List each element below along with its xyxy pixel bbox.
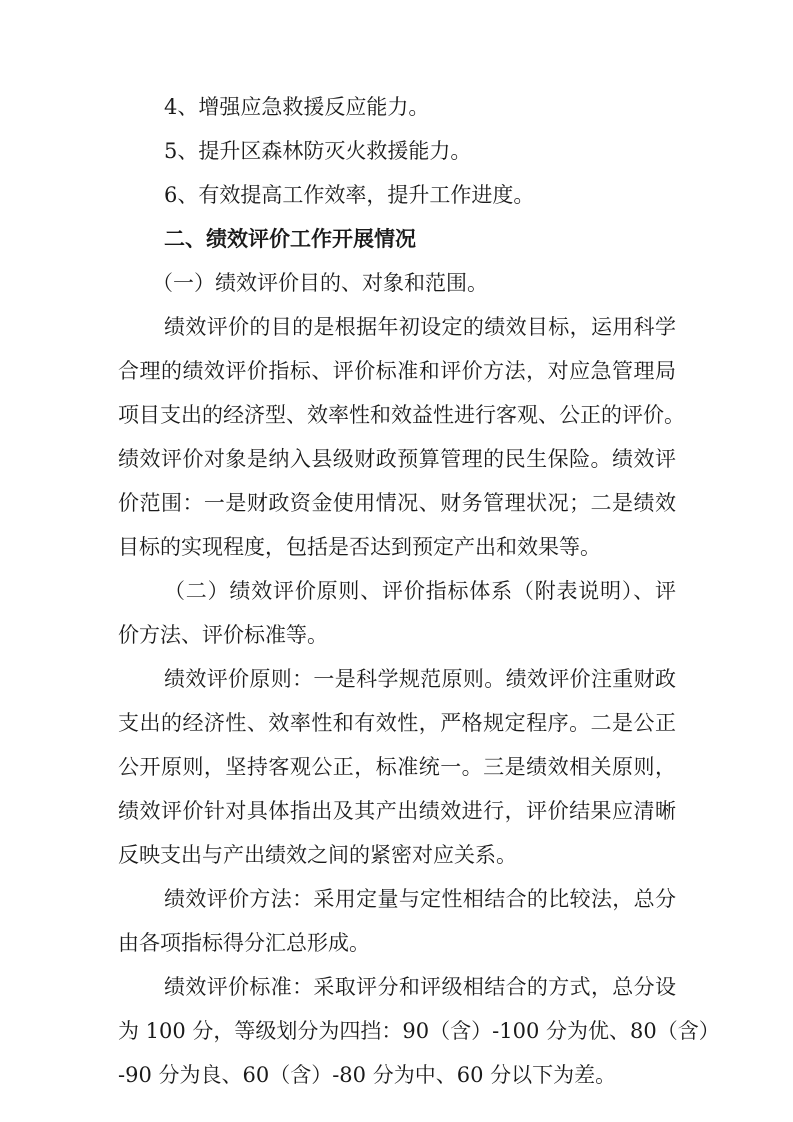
paragraph-line: 合理的绩效评价指标、评价标准和评价方法，对应急管理局	[118, 359, 676, 383]
paragraph-line: 绩效评价的目的是根据年初设定的绩效目标，运用科学	[164, 315, 676, 339]
list-item-5: 5、提升区森林防灭火救援能力。	[164, 139, 472, 163]
paragraph-line: 绩效评价针对具体指出及其产出绩效进行，评价结果应清晰	[118, 799, 676, 823]
paragraph-line: 项目支出的经济型、效率性和效益性进行客观、公正的评价。	[118, 403, 685, 427]
subsection-heading-2-continued: 价方法、评价标准等。	[118, 623, 328, 647]
paragraph-line: 目标的实现程度，包括是否达到预定产出和效果等。	[118, 535, 601, 559]
paragraph-line: -90 分为良、60（含）-80 分为中、60 分以下为差。	[118, 1063, 617, 1087]
paragraph-line: 反映支出与产出绩效之间的紧密对应关系。	[118, 843, 517, 867]
list-item-4: 4、增强应急救援反应能力。	[164, 95, 430, 119]
paragraph-line: 绩效评价原则：一是科学规范原则。绩效评价注重财政	[164, 667, 676, 691]
paragraph-line: 由各项指标得分汇总形成。	[118, 931, 370, 955]
paragraph-line: 为 100 分，等级划分为四挡：90（含）-100 分为优、80（含）	[118, 1019, 720, 1043]
paragraph-line: 公开原则，坚持客观公正，标准统一。三是绩效相关原则，	[118, 755, 676, 779]
paragraph-line: 绩效评价方法：采用定量与定性相结合的比较法，总分	[164, 887, 676, 911]
paragraph-line: 绩效评价标准：采取评分和评级相结合的方式，总分设	[164, 975, 676, 999]
paragraph-line: 绩效评价对象是纳入县级财政预算管理的民生保险。绩效评	[118, 447, 676, 471]
section-heading: 二、绩效评价工作开展情况	[164, 227, 416, 251]
subsection-heading-1: （一）绩效评价目的、对象和范围。	[152, 271, 488, 295]
paragraph-line: 支出的经济性、效率性和有效性，严格规定程序。二是公正	[118, 711, 676, 735]
subsection-heading-2: （二）绩效评价原则、评价指标体系（附表说明）、评	[164, 579, 676, 603]
paragraph-line: 价范围：一是财政资金使用情况、财务管理状况；二是绩效	[118, 491, 676, 515]
list-item-6: 6、有效提高工作效率，提升工作进度。	[164, 183, 535, 207]
